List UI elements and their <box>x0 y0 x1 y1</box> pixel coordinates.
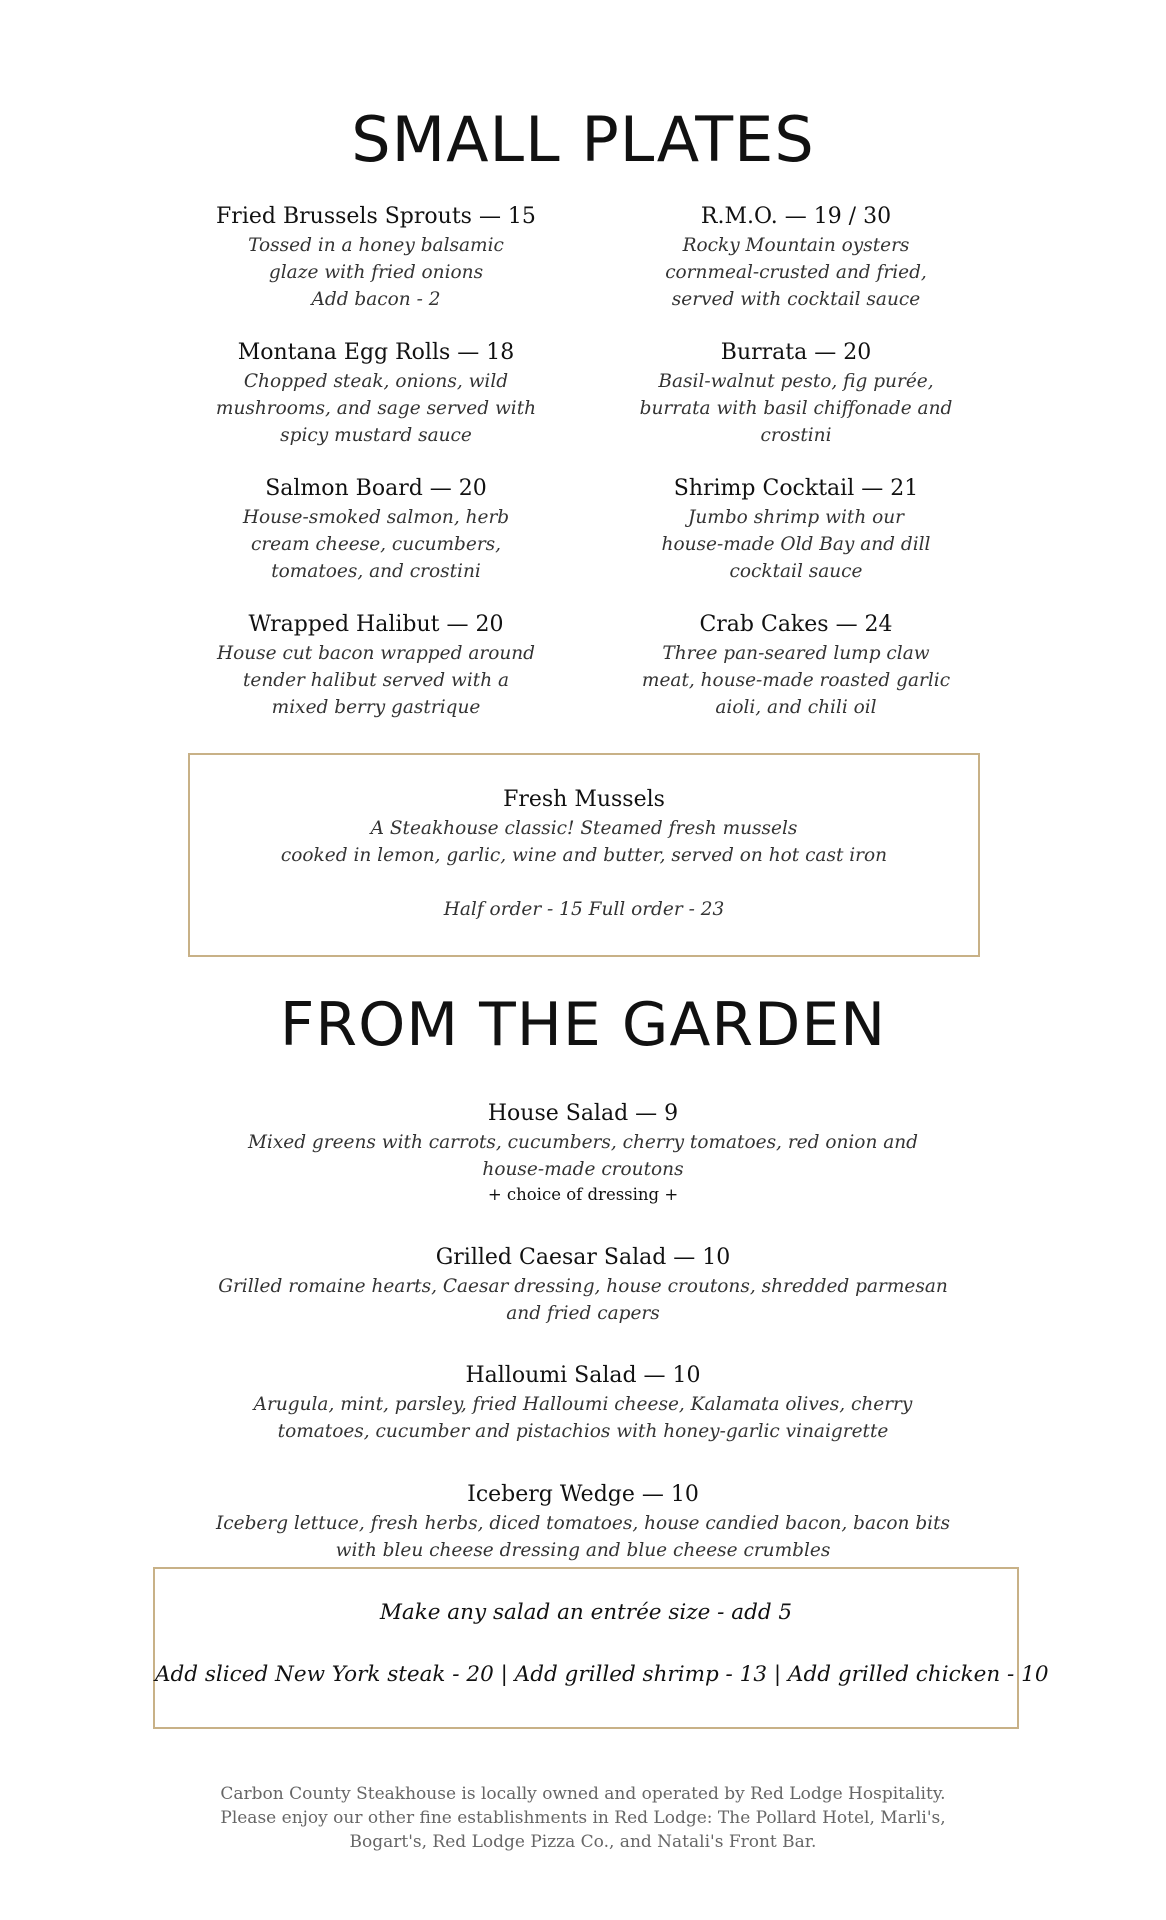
menu-item-desc-line: mushrooms, and sage served with <box>215 398 537 419</box>
menu-item-desc-line: cocktail sauce <box>729 561 863 582</box>
menu-item-burrata <box>606 338 986 449</box>
salad-addons-box <box>153 1567 1049 1729</box>
menu-item-salmon-board <box>186 474 566 585</box>
menu-item-desc-line: Iceberg lettuce, fresh herbs, diced tomatoes, house candied bacon, bacon bits <box>215 1513 951 1534</box>
menu-item-note: + choice of dressing + <box>487 1185 679 1204</box>
menu-item-desc-line: tomatoes, and crostini <box>271 561 481 582</box>
menu-item-halloumi-salad <box>183 1361 983 1445</box>
menu-item-title: Wrapped Halibut — 20 <box>248 612 504 637</box>
menu-item-desc-line: meat, house-made roasted garlic <box>641 670 951 691</box>
menu-item-desc-line: Three pan-seared lump claw <box>662 643 930 664</box>
addon-proteins: Add sliced New York steak - 20 | Add grilled shrimp - 13 | Add grilled chicken - 10 <box>155 1662 1049 1687</box>
menu-item-wrapped-halibut <box>186 610 566 721</box>
menu-item-title: Crab Cakes — 24 <box>699 612 893 637</box>
featured-item-desc-line: A Steakhouse classic! Steamed fresh mussels <box>370 818 798 839</box>
featured-item-price-line: Half order - 15 Full order - 23 <box>443 899 725 920</box>
menu-item-desc-line: cream cheese, cucumbers, <box>250 534 502 555</box>
footer-line: Bogart's, Red Lodge Pizza Co., and Natali's Front Bar. <box>349 1832 817 1852</box>
addon-entree-size: Make any salad an entrée size - add 5 <box>379 1600 793 1625</box>
menu-item-title: Salmon Board — 20 <box>265 476 487 501</box>
menu-item-shrimp-cocktail <box>606 474 986 585</box>
menu-item-desc-line: house-made Old Bay and dill <box>661 534 931 555</box>
menu-item-desc-line: burrata with basil chiffonade and <box>639 398 953 419</box>
featured-item-title: Fresh Mussels <box>503 787 665 812</box>
menu-item-desc-line: Jumbo shrimp with our <box>687 507 905 528</box>
menu-item-title: Shrimp Cocktail — 21 <box>673 476 919 501</box>
menu-item-house-salad <box>183 1099 983 1207</box>
menu-item-desc-line: spicy mustard sauce <box>280 425 472 446</box>
menu-item-desc-line: glaze with fried onions <box>268 262 484 283</box>
menu-item-desc-line: House-smoked salmon, herb <box>242 507 510 528</box>
menu-item-desc-line: House cut bacon wrapped around <box>216 643 535 664</box>
featured-item-desc-line: cooked in lemon, garlic, wine and butter, served on hot cast iron <box>280 845 888 866</box>
menu-item-montana-egg-rolls <box>186 338 566 449</box>
menu-item-desc-line: tender halibut served with a <box>242 670 510 691</box>
menu-item-desc-line: Mixed greens with carrots, cucumbers, cherry tomatoes, red onion and <box>247 1132 919 1153</box>
menu-item-desc-line: served with cocktail sauce <box>671 289 921 310</box>
menu-item-desc-line: crostini <box>760 425 832 446</box>
menu-item-crab-cakes <box>606 610 986 721</box>
small-plates-heading: SMALL PLATES <box>351 103 815 176</box>
menu-item-desc-line: Tossed in a honey balsamic <box>248 235 504 256</box>
menu-item-title: House Salad — 9 <box>487 1101 679 1126</box>
menu-item-desc-line: house-made croutons <box>482 1159 684 1180</box>
footer-line: Carbon County Steakhouse is locally owned and operated by Red Lodge Hospitality. <box>220 1784 946 1804</box>
menu-item-desc-line: Basil-walnut pesto, fig purée, <box>658 371 934 392</box>
menu-item-title: Halloumi Salad — 10 <box>465 1363 701 1388</box>
menu-item-desc-line: and fried capers <box>506 1303 660 1324</box>
menu-item-desc-line: mixed berry gastrique <box>271 697 481 718</box>
menu-item-desc-line: Grilled romaine hearts, Caesar dressing, house croutons, shredded parmesan <box>218 1276 948 1297</box>
footer-note <box>183 1782 983 1854</box>
menu-item-desc-line: aioli, and chili oil <box>715 697 877 718</box>
menu-item-desc-line: Add bacon - 2 <box>311 289 441 310</box>
menu-item-title: Iceberg Wedge — 10 <box>467 1482 699 1507</box>
menu-item-title: R.M.O. — 19 / 30 <box>700 204 892 229</box>
menu-item-desc-line: Arugula, mint, parsley, fried Halloumi cheese, Kalamata olives, cherry <box>253 1394 913 1415</box>
menu-item-desc-line: with bleu cheese dressing and blue cheese crumbles <box>335 1540 831 1561</box>
featured-mussels-box <box>188 753 980 957</box>
garden-heading: FROM THE GARDEN <box>279 990 887 1060</box>
menu-item-rmo <box>606 202 986 313</box>
menu-item-desc-line: cornmeal-crusted and fried, <box>665 262 927 283</box>
menu-item-title: Montana Egg Rolls — 18 <box>237 340 515 365</box>
menu-item-title: Grilled Caesar Salad — 10 <box>435 1245 731 1270</box>
menu-item-grilled-caesar-salad <box>183 1243 983 1327</box>
menu-item-desc-line: Rocky Mountain oysters <box>682 235 910 256</box>
menu-item-iceberg-wedge <box>183 1480 983 1564</box>
footer-line: Please enjoy our other fine establishments in Red Lodge: The Pollard Hotel, Marli's, <box>220 1808 946 1828</box>
menu-item-desc-line: Chopped steak, onions, wild <box>243 371 509 392</box>
menu-item-title: Fried Brussels Sprouts — 15 <box>216 204 536 229</box>
menu-item-desc-line: tomatoes, cucumber and pistachios with honey-garlic vinaigrette <box>277 1421 889 1442</box>
menu-item-fried-brussels-sprouts <box>186 202 566 313</box>
menu-item-title: Burrata — 20 <box>720 340 872 365</box>
